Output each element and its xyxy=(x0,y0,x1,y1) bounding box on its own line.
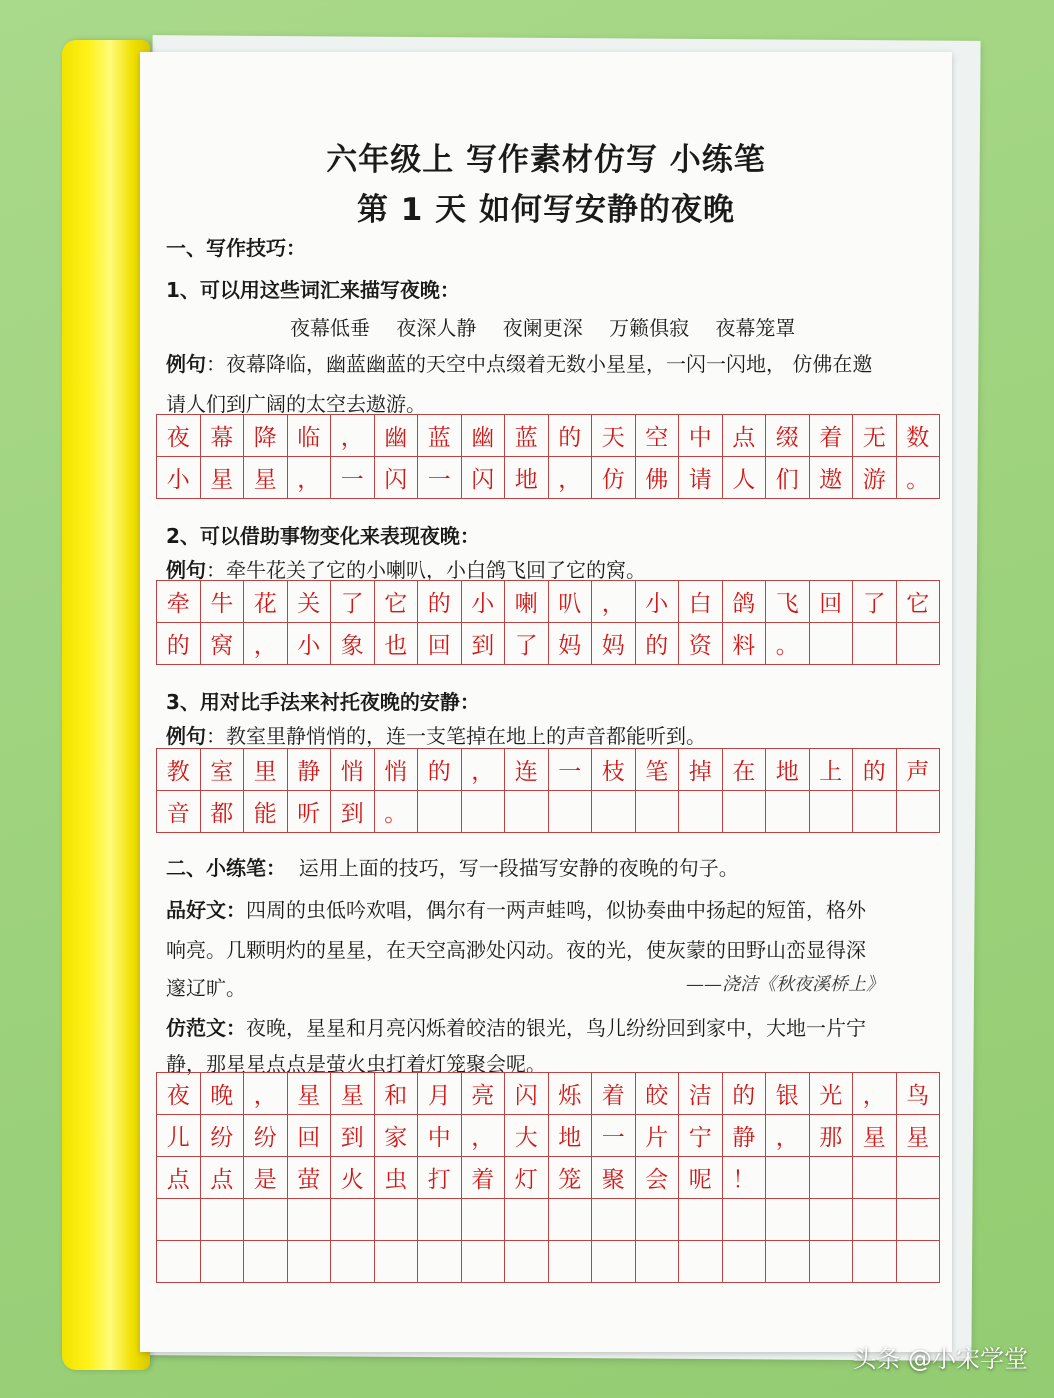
good-text-body: 四周的虫低吟欢唱，偶尔有一两声蛙鸣，似协奏曲中扬起的短笛，格外 xyxy=(246,898,866,922)
grid-cell: 地 xyxy=(766,749,810,791)
grid-cell: 中 xyxy=(679,415,723,457)
grid-cell: 晚 xyxy=(201,1073,245,1115)
grid-cell: 天 xyxy=(592,415,636,457)
grid-cell: 了 xyxy=(853,581,897,623)
grid-cell xyxy=(766,1157,810,1199)
good-text-line1 xyxy=(166,894,866,923)
grid-cell: 临 xyxy=(288,415,332,457)
grid-cell: 的 xyxy=(723,1073,767,1115)
grid-cell xyxy=(201,1199,245,1241)
grid-cell: 它 xyxy=(375,581,419,623)
word-item: 夜幕笼罩 xyxy=(715,316,796,340)
grid-cell: 一 xyxy=(331,457,375,499)
grid-cell: 能 xyxy=(244,791,288,833)
grid-cell: 小 xyxy=(462,581,506,623)
grid-cell xyxy=(723,791,767,833)
grid-cell: 静 xyxy=(723,1115,767,1157)
grid-cell: 都 xyxy=(201,791,245,833)
model-text-body: 夜晚，星星和月亮闪烁着皎洁的银光，鸟儿纷纷回到家中，大地一片宁 xyxy=(246,1016,866,1040)
grid-cell: ， xyxy=(853,1073,897,1115)
grid-cell: 点 xyxy=(157,1157,201,1199)
grid-cell: 鸟 xyxy=(897,1073,941,1115)
grid-cell xyxy=(288,1199,332,1241)
grid-cell: 它 xyxy=(897,581,941,623)
grid-cell xyxy=(462,791,506,833)
grid-cell: 幽 xyxy=(462,415,506,457)
grid-cell: ， xyxy=(331,415,375,457)
grid-cell: 片 xyxy=(636,1115,680,1157)
grid-cell: 大 xyxy=(505,1115,549,1157)
yellow-binder-spine xyxy=(62,40,150,1370)
grid-cell: 数 xyxy=(897,415,941,457)
grid-cell: 也 xyxy=(375,623,419,665)
good-text-line3: 邃辽旷。 xyxy=(166,976,246,1000)
example-label: 例句 xyxy=(166,558,206,582)
grid-cell: 宁 xyxy=(679,1115,723,1157)
grid-cell xyxy=(897,1157,941,1199)
grid-cell xyxy=(549,1241,593,1283)
grid-cell: 的 xyxy=(418,749,462,791)
grid-cell xyxy=(853,623,897,665)
grid-cell: 幽 xyxy=(375,415,419,457)
grid-cell xyxy=(679,1241,723,1283)
grid-cell xyxy=(897,1199,941,1241)
model-text-line1 xyxy=(166,1012,866,1041)
grid-cell xyxy=(853,1199,897,1241)
grid-cell: 回 xyxy=(288,1115,332,1157)
grid-cell: 一 xyxy=(549,749,593,791)
word-item: 夜阑更深 xyxy=(502,316,583,340)
grid-cell: 夜 xyxy=(157,1073,201,1115)
grid-cell: 里 xyxy=(244,749,288,791)
grid-cell: 白 xyxy=(679,581,723,623)
tip1-heading: 1、可以用这些词汇来描写夜晚： xyxy=(166,278,460,302)
grid-cell: 请 xyxy=(679,457,723,499)
grid-cell: 儿 xyxy=(157,1115,201,1157)
grid-cell: 听 xyxy=(288,791,332,833)
model-text-line2: 静，那星星点点是萤火虫打着灯笼聚会呢。 xyxy=(166,1052,546,1076)
watermark: 头条 @小宋学堂 xyxy=(852,1345,1028,1373)
grid-cell xyxy=(853,791,897,833)
page-title: 六年级上 写作素材仿写 小练笔 xyxy=(326,142,766,178)
grid-cell: 了 xyxy=(505,623,549,665)
grid-cell: 夜 xyxy=(157,415,201,457)
page-subtitle: 第 1 天 如何写安静的夜晚 xyxy=(357,192,735,228)
grid-cell: 星 xyxy=(288,1073,332,1115)
grid-cell xyxy=(592,791,636,833)
grid-cell: 牛 xyxy=(201,581,245,623)
good-text-line2: 响亮。几颗明灼的星星，在天空高渺处闪动。夜的光，使灰蒙的田野山峦显得深 xyxy=(166,938,866,962)
grid-cell xyxy=(462,1241,506,1283)
grid-cell xyxy=(505,1241,549,1283)
grid-cell xyxy=(810,1157,854,1199)
grid-cell: 笔 xyxy=(636,749,680,791)
grid-cell: 遨 xyxy=(810,457,854,499)
grid-cell: 。 xyxy=(766,623,810,665)
grid-cell: 资 xyxy=(679,623,723,665)
grid-cell: 。 xyxy=(897,457,941,499)
grid-cell xyxy=(853,1157,897,1199)
grid-cell: 那 xyxy=(810,1115,854,1157)
grid-cell: 星 xyxy=(201,457,245,499)
grid-cell xyxy=(462,1199,506,1241)
example-text: ：牵牛花关了它的小喇叭，小白鸽飞回了它的窝。 xyxy=(206,558,646,582)
grid-cell: ， xyxy=(244,623,288,665)
grid-cell: 象 xyxy=(331,623,375,665)
grid-cell: ， xyxy=(244,1073,288,1115)
grid-cell xyxy=(418,791,462,833)
grid-cell xyxy=(897,623,941,665)
worksheet-page xyxy=(140,52,952,1352)
grid-cell: 掉 xyxy=(679,749,723,791)
grid-cell: 是 xyxy=(244,1157,288,1199)
grid-cell: 着 xyxy=(810,415,854,457)
grid-cell: 缀 xyxy=(766,415,810,457)
grid-cell xyxy=(201,1241,245,1283)
grid-cell xyxy=(897,1241,941,1283)
grid-cell: 的 xyxy=(549,415,593,457)
grid-cell: 妈 xyxy=(549,623,593,665)
grid-cell: 打 xyxy=(418,1157,462,1199)
grid-cell: 家 xyxy=(375,1115,419,1157)
grid-cell: ， xyxy=(462,749,506,791)
example-text: ：教室里静悄悄的，连一支笔掉在地上的声音都能听到。 xyxy=(206,724,706,748)
grid-cell: 蓝 xyxy=(505,415,549,457)
grid-cell: 闪 xyxy=(505,1073,549,1115)
tip2-writing-grid xyxy=(156,580,940,665)
grid-cell: 虫 xyxy=(375,1157,419,1199)
grid-cell: 一 xyxy=(418,457,462,499)
grid-cell: ！ xyxy=(723,1157,767,1199)
grid-cell: ， xyxy=(766,1115,810,1157)
grid-cell: 降 xyxy=(244,415,288,457)
grid-cell xyxy=(679,1199,723,1241)
grid-cell: 纷 xyxy=(201,1115,245,1157)
grid-cell: 小 xyxy=(157,457,201,499)
grid-cell: 到 xyxy=(331,1115,375,1157)
grid-cell: ， xyxy=(592,581,636,623)
grid-cell xyxy=(505,1199,549,1241)
example-label: 例句 xyxy=(166,352,206,376)
grid-cell: 聚 xyxy=(592,1157,636,1199)
grid-cell xyxy=(375,1199,419,1241)
grid-cell: 灯 xyxy=(505,1157,549,1199)
grid-cell: 和 xyxy=(375,1073,419,1115)
grid-cell xyxy=(766,1241,810,1283)
grid-cell: 回 xyxy=(418,623,462,665)
grid-cell: 室 xyxy=(201,749,245,791)
grid-cell: 了 xyxy=(331,581,375,623)
grid-cell: 静 xyxy=(288,749,332,791)
attribution: ——浇洁《秋夜溪桥上》 xyxy=(686,974,884,995)
grid-cell xyxy=(331,1199,375,1241)
grid-cell: 音 xyxy=(157,791,201,833)
grid-cell: 蓝 xyxy=(418,415,462,457)
grid-cell xyxy=(549,791,593,833)
grid-cell: 闪 xyxy=(375,457,419,499)
grid-cell: 妈 xyxy=(592,623,636,665)
tip3-example xyxy=(166,720,706,749)
grid-cell: 着 xyxy=(462,1157,506,1199)
grid-cell: 关 xyxy=(288,581,332,623)
grid-cell: 会 xyxy=(636,1157,680,1199)
grid-cell xyxy=(244,1241,288,1283)
grid-cell: 小 xyxy=(288,623,332,665)
section2-heading: 二、小练笔： xyxy=(166,856,286,880)
grid-cell: 到 xyxy=(331,791,375,833)
grid-cell: 花 xyxy=(244,581,288,623)
grid-cell: 回 xyxy=(810,581,854,623)
grid-cell: 笼 xyxy=(549,1157,593,1199)
grid-cell: 佛 xyxy=(636,457,680,499)
grid-cell xyxy=(244,1199,288,1241)
grid-cell: 枝 xyxy=(592,749,636,791)
good-text-label: 品好文： xyxy=(166,898,246,922)
tip3-heading: 3、用对比手法来衬托夜晚的安静： xyxy=(166,690,480,714)
grid-cell xyxy=(549,1199,593,1241)
example-label: 例句 xyxy=(166,724,206,748)
grid-cell xyxy=(810,623,854,665)
grid-cell: 飞 xyxy=(766,581,810,623)
section2-instruction: 运用上面的技巧，写一段描写安静的夜晚的句子。 xyxy=(298,856,739,880)
example-text: ：夜幕降临，幽蓝幽蓝的天空中点缀着无数小星星，一闪一闪地， 仿佛在邀 xyxy=(206,352,873,376)
grid-cell: 无 xyxy=(853,415,897,457)
grid-cell xyxy=(723,1199,767,1241)
practice-writing-grid xyxy=(156,1072,940,1283)
grid-cell: 叭 xyxy=(549,581,593,623)
tip1-word-list xyxy=(290,312,815,341)
grid-cell: 亮 xyxy=(462,1073,506,1115)
grid-cell: 地 xyxy=(549,1115,593,1157)
grid-cell xyxy=(157,1241,201,1283)
grid-cell: 牵 xyxy=(157,581,201,623)
grid-cell: 料 xyxy=(723,623,767,665)
grid-cell: 的 xyxy=(636,623,680,665)
grid-cell: 窝 xyxy=(201,623,245,665)
grid-cell: 银 xyxy=(766,1073,810,1115)
grid-cell: 光 xyxy=(810,1073,854,1115)
section1-heading: 一、写作技巧： xyxy=(166,236,306,260)
grid-cell: 仿 xyxy=(592,457,636,499)
grid-cell xyxy=(810,1199,854,1241)
grid-cell: 月 xyxy=(418,1073,462,1115)
grid-cell: 纷 xyxy=(244,1115,288,1157)
grid-cell xyxy=(418,1241,462,1283)
model-text-label: 仿范文： xyxy=(166,1016,246,1040)
grid-cell xyxy=(810,1241,854,1283)
grid-cell: 鸽 xyxy=(723,581,767,623)
grid-cell: 星 xyxy=(897,1115,941,1157)
grid-cell: ， xyxy=(549,457,593,499)
tip2-heading: 2、可以借助事物变化来表现夜晚： xyxy=(166,524,480,548)
grid-cell: 幕 xyxy=(201,415,245,457)
grid-cell: 皎 xyxy=(636,1073,680,1115)
grid-cell: 星 xyxy=(853,1115,897,1157)
grid-cell xyxy=(636,1199,680,1241)
grid-cell xyxy=(636,1241,680,1283)
grid-cell: 萤 xyxy=(288,1157,332,1199)
grid-cell: 悄 xyxy=(331,749,375,791)
grid-cell: 星 xyxy=(244,457,288,499)
grid-cell: 地 xyxy=(505,457,549,499)
grid-cell xyxy=(766,791,810,833)
grid-cell: 着 xyxy=(592,1073,636,1115)
grid-cell: 的 xyxy=(157,623,201,665)
grid-cell: 的 xyxy=(853,749,897,791)
grid-cell: 点 xyxy=(723,415,767,457)
word-item: 夜幕低垂 xyxy=(290,316,370,340)
tip3-writing-grid xyxy=(156,748,940,833)
tip1-example-cont: 请人们到广阔的太空去遨游。 xyxy=(166,392,426,416)
grid-cell: 教 xyxy=(157,749,201,791)
grid-cell xyxy=(375,1241,419,1283)
grid-cell xyxy=(810,791,854,833)
grid-cell: 中 xyxy=(418,1115,462,1157)
grid-cell: 声 xyxy=(897,749,941,791)
grid-cell: 人 xyxy=(723,457,767,499)
grid-cell: 一 xyxy=(592,1115,636,1157)
grid-cell: 洁 xyxy=(679,1073,723,1115)
grid-cell: 小 xyxy=(636,581,680,623)
grid-cell: 星 xyxy=(331,1073,375,1115)
grid-cell: 。 xyxy=(375,791,419,833)
grid-cell: 空 xyxy=(636,415,680,457)
grid-cell: 在 xyxy=(723,749,767,791)
grid-cell xyxy=(897,791,941,833)
word-item: 万籁俱寂 xyxy=(609,316,690,340)
grid-cell: 闪 xyxy=(462,457,506,499)
grid-cell: 呢 xyxy=(679,1157,723,1199)
grid-cell: 连 xyxy=(505,749,549,791)
grid-cell xyxy=(636,791,680,833)
grid-cell xyxy=(592,1199,636,1241)
grid-cell: 到 xyxy=(462,623,506,665)
grid-cell: 点 xyxy=(201,1157,245,1199)
grid-cell: 悄 xyxy=(375,749,419,791)
grid-cell xyxy=(679,791,723,833)
tip2-example xyxy=(166,554,646,583)
grid-cell: 喇 xyxy=(505,581,549,623)
grid-cell xyxy=(853,1241,897,1283)
grid-cell xyxy=(288,1241,332,1283)
grid-cell xyxy=(331,1241,375,1283)
grid-cell: ， xyxy=(462,1115,506,1157)
grid-cell xyxy=(766,1199,810,1241)
word-item: 夜深人静 xyxy=(396,316,477,340)
grid-cell: 火 xyxy=(331,1157,375,1199)
grid-cell: 的 xyxy=(418,581,462,623)
tip1-example xyxy=(166,348,872,377)
grid-cell xyxy=(418,1199,462,1241)
grid-cell: 上 xyxy=(810,749,854,791)
grid-cell: 们 xyxy=(766,457,810,499)
grid-cell: 游 xyxy=(853,457,897,499)
grid-cell: ， xyxy=(288,457,332,499)
grid-cell xyxy=(592,1241,636,1283)
section2-heading-row xyxy=(166,852,739,881)
grid-cell: 烁 xyxy=(549,1073,593,1115)
grid-cell xyxy=(723,1241,767,1283)
grid-cell xyxy=(505,791,549,833)
tip1-writing-grid xyxy=(156,414,940,499)
grid-cell xyxy=(157,1199,201,1241)
